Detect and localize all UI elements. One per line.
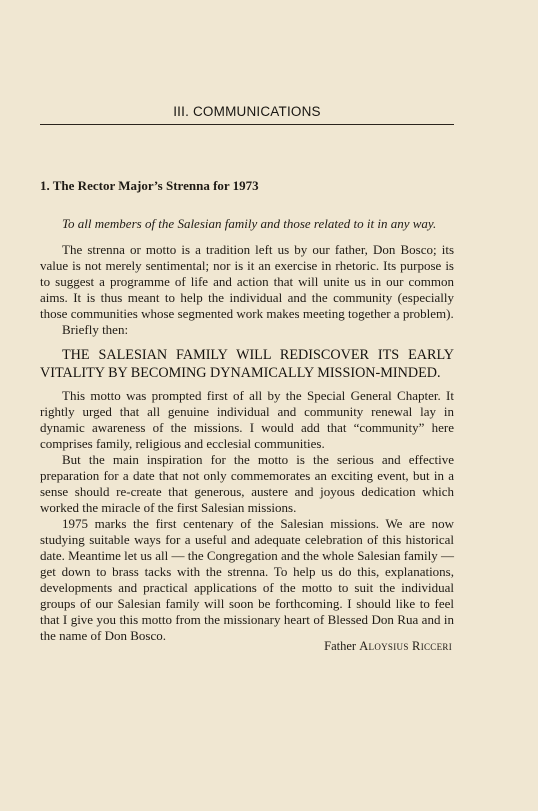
- paragraph-2: This motto was prompted first of all by the Special General Chapter. It rightly urged that all genuine individual and community renewal lay in dynamic awareness of the missions. I would add that “community” here comprises family, religious and ecclesial communities.: [40, 388, 454, 451]
- salutation: To all members of the Salesian family and those related to it in any way.: [62, 216, 437, 231]
- article: [40, 177, 454, 660]
- paragraph-3: But the main inspiration for the motto is the serious and effective preparation for a date that not only commemorates an exciting event, but in a sense should re-create that generous, austere and joyous dedication which worked the miracle of the first Salesian missions.: [40, 452, 454, 515]
- paragraph-1: The strenna or motto is a tradition left us by our father, Don Bosco; its value is not merely sentimental; nor is it an exercise in rhetoric. Its purpose is to suggest a programme of life and action that will unite us in our common aims. It is thus meant to help the individual and the community (especially those communities whose segmented work makes meeting together a problem).: [40, 242, 454, 321]
- header-rule: [40, 124, 454, 125]
- signature-name: Aloysius Ricceri: [359, 639, 452, 653]
- section-header: III. COMMUNICATIONS: [173, 104, 321, 119]
- strenna-motto: THE SALESIAN FAMILY WILL REDISCOVER ITS EARLY VITALITY BY BECOMING DYNAMICALLY MISSION-MINDED.: [40, 347, 454, 381]
- briefly-line: Briefly then:: [62, 322, 129, 337]
- article-title: 1. The Rector Major’s Strenna for 1973: [40, 178, 259, 193]
- signature-prefix: Father: [324, 639, 357, 653]
- signature: [40, 638, 454, 654]
- paragraph-4: 1975 marks the first centenary of the Salesian missions. We are now studying suitable ways for a useful and adequate celebration of this historical date. Meantime let us all — the Congregation and the whole Salesian family — get down to brass tacks with the strenna. To help us do this, explanations, developments and practical applications of the motto to suit the individual groups of our Salesian family will soon be forthcoming. I should like to feel that I give you this motto from the missionary heart of Blessed Don Rua and in the name of Don Bosco.: [40, 516, 454, 643]
